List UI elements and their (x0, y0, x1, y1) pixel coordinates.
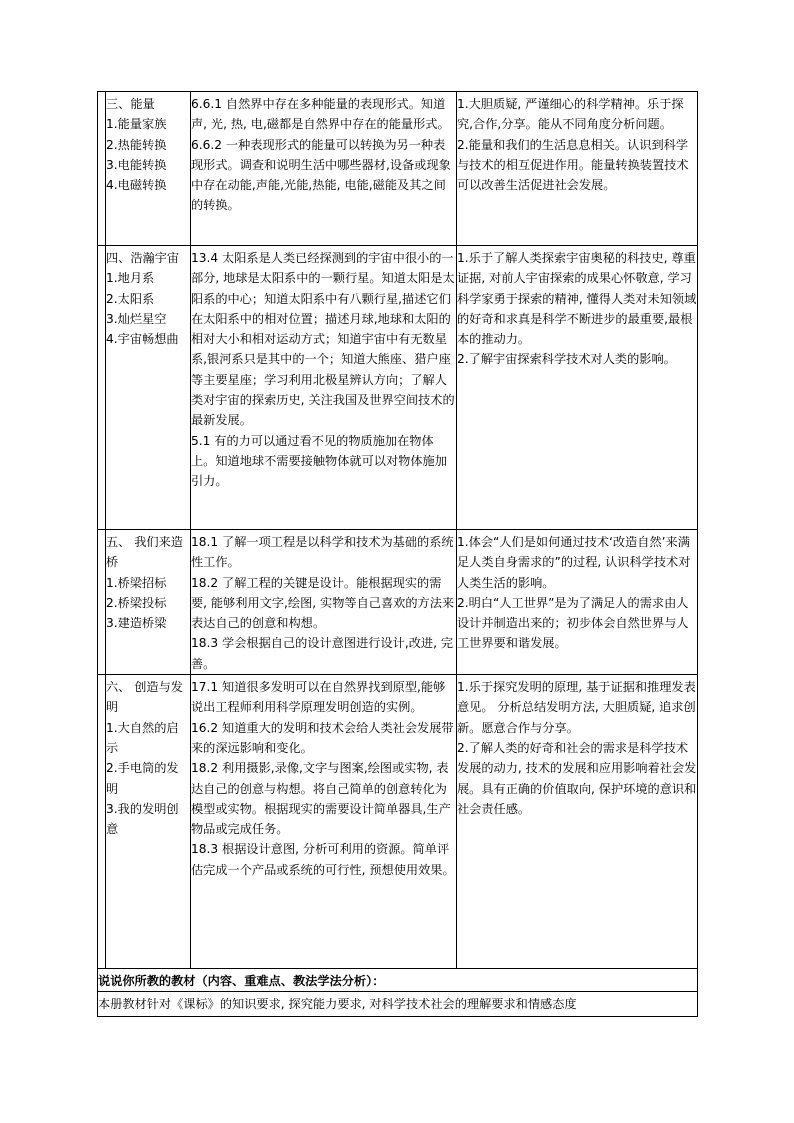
goal-paragraph: 2.了解宇宙探索科学技术对人类的影响。 (457, 352, 676, 367)
unit-title: 三、能量 (106, 97, 155, 111)
unit-title: 四、浩瀚宇宙 (106, 251, 180, 265)
unit-title: 六、 创造与发明 (106, 680, 183, 715)
lesson-item: 2.桥梁投标 (106, 595, 167, 610)
goals-cell (457, 246, 698, 530)
goals-cell (457, 530, 698, 675)
standards-cell (191, 246, 457, 530)
section-heading: 说说你所教的教材（内容、重难点、教法学法分析）： (98, 969, 698, 992)
standards-cell (191, 92, 457, 246)
table-row (98, 675, 698, 969)
table-row (98, 530, 698, 675)
goal-paragraph: 2.明白“人工世界”是为了满足人的需求由人设计并制造出来的；初步体会自然世界与人工世界要和谐发展。 (457, 595, 689, 651)
lesson-item: 3.电能转换 (106, 157, 167, 172)
lesson-item: 1.地月系 (106, 271, 155, 286)
standard-paragraph: 13.4 太阳系是人类已经探测到的宇宙中很小的一部分, 地球是太阳系中的一颗行星。知道太阳是太阳系的中心；知道太阳系中有八颗行星,描述它们在太阳系中的相对位置；描述月球,地球和太阳的相对大小和相对运动方式；知道宇宙中有无数星系,银河系只是其中的一个；知道大熊座、猎户座等主要星座；学习利用北极星辨认方向；了解人类对宇宙的探索历史, 关注我国及世界空间技术的最新发展。 (191, 251, 455, 428)
standards-cell (191, 675, 457, 969)
standard-paragraph: 18.1 了解一项工程是以科学和技术为基础的系统性工作。 (191, 535, 454, 570)
lesson-item: 4.宇宙畅想曲 (106, 332, 179, 347)
standard-paragraph: 17.1 知道很多发明可以在自然界找到原型,能够说出工程师利用科学原理发明创造的实例。 (191, 680, 446, 715)
lesson-item: 1.桥梁招标 (106, 575, 167, 590)
standard-paragraph: 18.2 利用摄影,录像,文字与图案,绘图或实物, 表达自己的创意与构想。将自己简单的创意转化为模型或实物。根据现实的需要设计简单器具,生产物品或完成任务。 (191, 761, 451, 837)
standard-paragraph: 5.1 有的力可以通过看不见的物质施加在物体上。知道地球不需要接触物体就可以对物体施加引力。 (191, 433, 447, 489)
margin-cell (98, 530, 106, 675)
unit-title: 五、 我们来造桥 (106, 535, 183, 570)
standard-paragraph: 6.6.1 自然界中存在多种能量的表现形式。知道声, 光, 热, 电,磁都是自然界中存在的能量形式。 (191, 97, 450, 132)
standards-cell (191, 530, 457, 675)
table-row (98, 246, 698, 530)
goal-paragraph: 1.大胆质疑, 严谨细心的科学精神。乐于探究,合作,分享。能从不同角度分析问题。 (457, 97, 684, 132)
standard-paragraph: 18.3 学会根据自己的设计意图进行设计,改进, 完善。 (191, 636, 454, 671)
table-row (98, 92, 698, 246)
standard-paragraph: 18.3 根据设计意图, 分析可利用的资源。简单评估完成一个产品或系统的可行性, 预想使用效果。 (191, 842, 455, 877)
unit-cell (106, 675, 191, 969)
lesson-item: 3.灿烂星空 (106, 311, 167, 326)
table-row (98, 992, 698, 1017)
margin-cell (98, 92, 106, 246)
standard-paragraph: 16.2 知道重大的发明和技术会给人类社会发展带来的深远影响和变化。 (191, 720, 454, 755)
lesson-item: 3.建造桥梁 (106, 616, 167, 631)
unit-cell (106, 530, 191, 675)
lesson-item: 2.手电筒的发明 (106, 761, 179, 796)
goals-cell (457, 675, 698, 969)
lesson-item: 2.热能转换 (106, 137, 167, 152)
body-text-line: 本册教材针对《课标》的知识要求, 探究能力要求, 对科学技术社会的理解要求和情感态度 (98, 992, 698, 1017)
lesson-item: 4.电磁转换 (106, 178, 167, 193)
standard-paragraph: 6.6.2 一种表现形式的能量可以转换为另一种表现形式。调查和说明生活中哪些器材,设备或现象中存在动能,声能,光能,热能, 电能,磁能及其之间的转换。 (191, 137, 451, 213)
margin-cell (98, 246, 106, 530)
goal-paragraph: 1.乐于了解人类探索宇宙奥秘的科技史, 尊重证据, 对前人宇宙探索的成果心怀敬意, 学习科学家勇于探索的精神, 懂得人类对未知领域的好奇和求真是科学不断进步的最重要,最根本的推动力。 (457, 251, 697, 347)
curriculum-table (97, 91, 698, 1017)
goal-paragraph: 1.乐于探究发明的原理, 基于证据和推理发表意见。 分析总结发明方法, 大胆质疑, 追求创新。愿意合作与分享。 (457, 680, 696, 735)
goal-paragraph: 2.能量和我们的生活息息相关。认识到科学与技术的相互促进作用。能量转换装置技术可以改善生活促进社会发展。 (457, 137, 689, 193)
lesson-item: 3.我的发明创意 (106, 801, 179, 837)
standard-paragraph: 18.2 了解工程的关键是设计。能根据现实的需要, 能够利用文字,绘图, 实物等自己喜欢的方法来表达自己的创意和构想。 (191, 575, 455, 631)
lesson-item: 2.太阳系 (106, 291, 155, 306)
margin-cell (98, 675, 106, 969)
goals-cell (457, 92, 698, 246)
goal-paragraph: 2.了解人类的好奇和社会的需求是科学技术发展的动力, 技术的发展和应用影响着社会发展。具有正确的价值取向, 保护环境的意识和社会责任感。 (457, 740, 697, 816)
unit-cell (106, 92, 191, 246)
lesson-item: 1.能量家族 (106, 117, 167, 132)
lesson-item: 1.大自然的启示 (106, 720, 179, 755)
table-row (98, 969, 698, 992)
unit-cell (106, 246, 191, 530)
goal-paragraph: 1.体会“人们是如何通过技术‘改造自然’来满足人类自身需求的”的过程, 认识科学技术对人类生活的影响。 (457, 535, 691, 590)
